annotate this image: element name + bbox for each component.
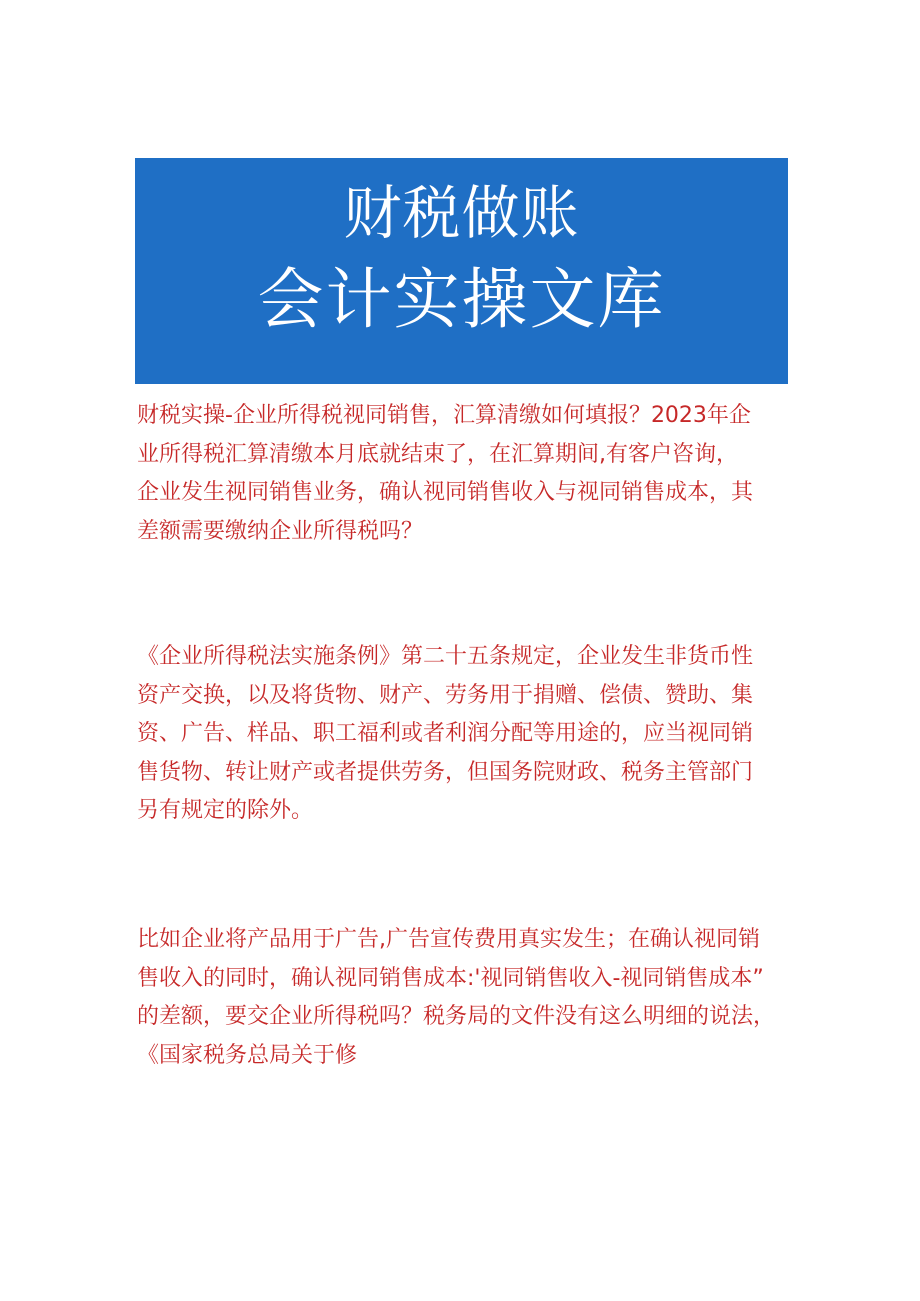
text-line: 企业发生视同销售业务，确认视同销售收入与视同销售成本，其 [137,480,754,505]
text-line: 《企业所得税法实施条例》第二十五条规定，企业发生非货币性 [137,644,754,669]
paragraph-regulation [137,638,797,831]
text-line: 的差额，要交企业所得税吗？税务局的文件没有这么明细的说法， [137,1004,776,1029]
title-banner [135,158,788,384]
text-line: 资产交换，以及将货物、财产、劳务用于捐赠、偿债、赞助、集 [137,682,754,708]
text-line: 业所得税汇算清缴本月底就结束了，在汇算期间,有客户咨询， [137,441,738,467]
paragraph-example [137,921,797,1075]
paragraph-intro [137,397,797,551]
banner-title-line-2: 会计实操文库 [257,261,666,338]
text-line: 售收入的同时，确认视同销售成本:'视同销售收入-视同销售成本” [137,965,764,991]
text-line: 另有规定的除外。 [137,798,314,823]
text-line: 资、广告、样品、职工福利或者利润分配等用途的，应当视同销 [137,721,754,746]
text-line: 比如企业将产品用于广告,广告宣传费用真实发生；在确认视同销 [137,927,760,952]
text-line: 差额需要缴纳企业所得税吗？ [137,518,424,544]
text-line: 财税实操-企业所得税视同销售，汇算清缴如何填报？2023年企 [137,403,751,428]
banner-title-line-1: 财税做账 [343,179,580,247]
text-line: 《国家税务总局关于修 [137,1042,358,1068]
text-line: 售货物、转让财产或者提供劳务，但国务院财政、税务主管部门 [137,759,754,785]
